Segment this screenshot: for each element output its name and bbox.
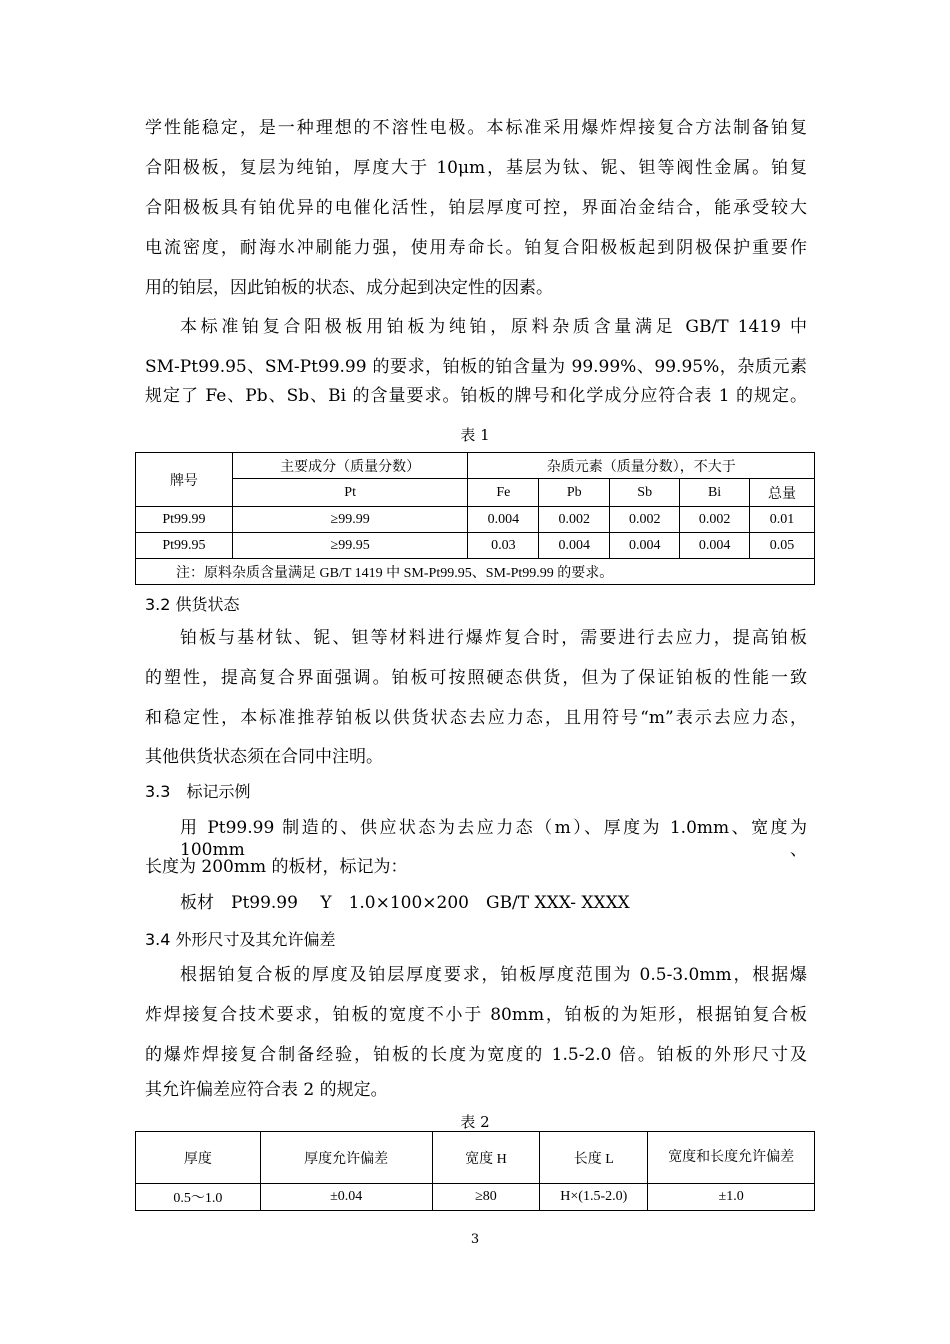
cell: ≥99.95 [232,533,468,559]
text-line: 根据铂复合板的厚度及铂层厚度要求，铂板厚度范围为 0.5-3.0mm，根据爆 [180,965,807,985]
cell: 0.01 [750,507,815,533]
text-line: 长度为 200mm 的板材，标记为： [145,857,408,877]
cell: 0.004 [610,533,680,559]
text-line: 规定了 Fe、Pb、Sb、Bi 的含量要求。铂板的牌号和化学成分应符合表 1 的规定。 [145,386,807,406]
col-header: 厚度允许偏差 [260,1132,432,1184]
text-line: SM-Pt99.95、SM-Pt99.99 的要求，铂板的铂含量为 99.99%、99.95%，杂质元素 [145,357,807,377]
text-line: 的塑性，提高复合界面强调。铂板可按照硬态供货，但为了保证铂板的性能一致 [145,668,807,688]
cell: 0.002 [680,507,750,533]
cell: 0.004 [680,533,750,559]
table-row [136,1184,815,1211]
cell: 0.002 [610,507,680,533]
text-line: 合阳极板具有铂优异的电催化活性，铂层厚度可控，界面冶金结合，能承受较大 [145,198,807,218]
table-note: 注：原料杂质含量满足 GB/T 1419 中 SM-Pt99.95、SM-Pt99.99 的要求。 [136,559,815,585]
section-heading: 3.3 标记示例 [145,782,251,801]
col-header: 长度 L [540,1132,648,1184]
table-1 [135,452,815,585]
marking-example: 板材 Pt99.99 Y 1.0×100×200 GB/T XXX- XXXX [180,893,630,913]
table-row [136,533,815,559]
table-row [136,507,815,533]
cell: 0.004 [539,533,610,559]
text-line: 和稳定性，本标准推荐铂板以供货状态去应力态，且用符号“m”表示去应力态， [145,708,807,728]
table1-caption: 表 1 [460,426,490,444]
col-header: Sb [610,479,680,507]
text-line: 的爆炸焊接复合制备经验，铂板的长度为宽度的 1.5-2.0 倍。铂板的外形尺寸及 [145,1045,807,1065]
text-line: 用的铂层，因此铂板的状态、成分起到决定性的因素。 [145,278,553,298]
header-main: 主要成分（质量分数） [232,453,468,479]
text-line: 铂板与基材钛、铌、钽等材料进行爆炸复合时，需要进行去应力，提高铂板 [180,628,807,648]
cell: 0.05 [750,533,815,559]
cell: 0.5～1.0 [136,1184,261,1211]
col-header: Bi [680,479,750,507]
cell: H×(1.5-2.0) [540,1184,648,1211]
text-line: 其允许偏差应符合表 2 的规定。 [145,1080,388,1100]
col-header: 宽度 H [432,1132,540,1184]
col-header: 总量 [750,479,815,507]
text-line: 学性能稳定，是一种理想的不溶性电极。本标准采用爆炸焊接复合方法制备铂复 [145,118,807,138]
text-line: 其他供货状态须在合同中注明。 [145,747,383,767]
header-impurity: 杂质元素（质量分数），不大于 [468,453,815,479]
col-header: 厚度 [136,1132,261,1184]
section-heading: 3.2 供货状态 [145,595,240,614]
cell: 0.002 [539,507,610,533]
table2-caption: 表 2 [460,1113,490,1131]
text-line: 电流密度，耐海水冲刷能力强，使用寿命长。铂复合阳极板起到阴极保护重要作 [145,238,807,258]
section-heading: 3.4 外形尺寸及其允许偏差 [145,930,336,949]
text-line: 用 Pt99.99 制造的、供应状态为去应力态（m）、厚度为 1.0mm、宽度为 100mm、 [180,818,807,860]
col-header: Fe [468,479,539,507]
page-number: 3 [470,1232,480,1247]
cell: 0.004 [468,507,539,533]
text-line: 炸焊接复合技术要求，铂板的宽度不小于 80mm，铂板的为矩形，根据铂复合板 [145,1005,807,1025]
cell: ±1.0 [648,1184,815,1211]
cell: ≥99.99 [232,507,468,533]
cell: Pt99.99 [136,507,233,533]
text-line: 本标准铂复合阳极板用铂板为纯铂，原料杂质含量满足 GB/T 1419 中 [180,317,807,337]
cell: ≥80 [432,1184,540,1211]
cell: Pt99.95 [136,533,233,559]
cell: 0.03 [468,533,539,559]
cell: ±0.04 [260,1184,432,1211]
col-header: Pt [232,479,468,507]
table-2 [135,1131,815,1211]
col-header: Pb [539,479,610,507]
header-grade: 牌号 [136,453,233,507]
col-header: 宽度和长度允许偏差 [648,1132,815,1184]
text-line: 合阳极板，复层为纯铂，厚度大于 10μm，基层为钛、铌、钽等阀性金属。铂复 [145,158,807,178]
